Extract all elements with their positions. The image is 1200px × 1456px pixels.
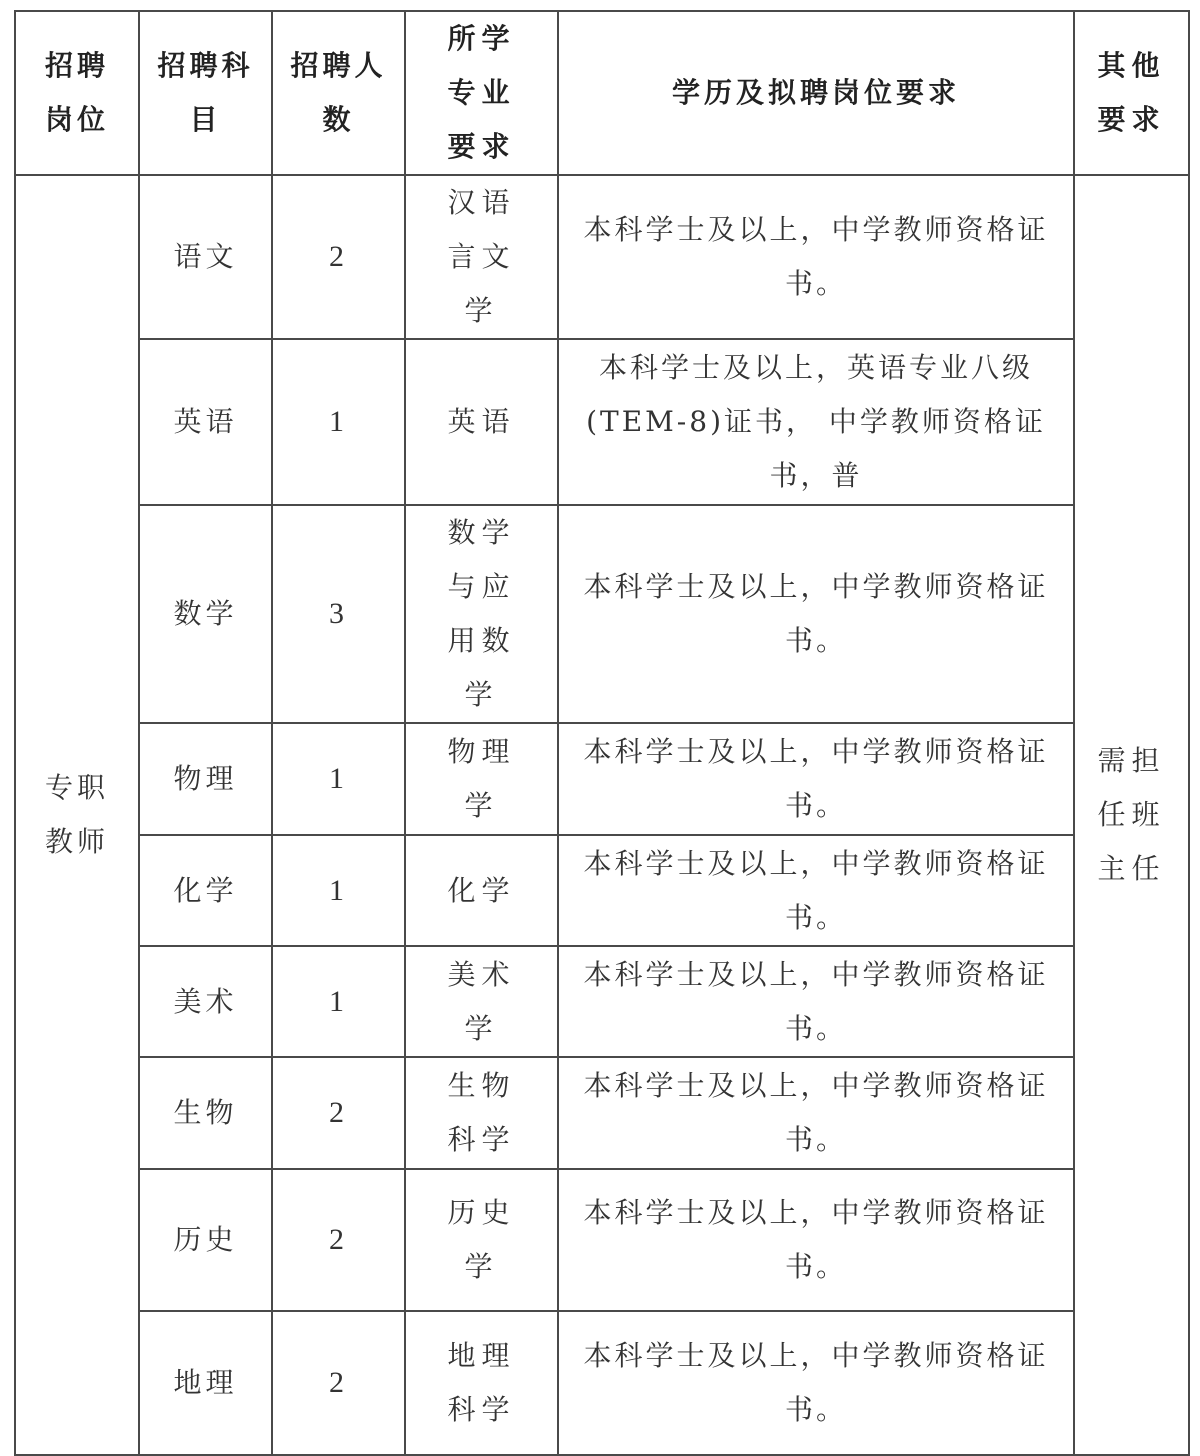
table-row (15, 723, 1189, 835)
count-cell: 1 (272, 946, 405, 1057)
table-row (15, 835, 1189, 946)
requirement-cell: 本科学士及以上，中学教师资格证书。 (558, 505, 1074, 723)
subject-cell: 地理 (139, 1311, 272, 1455)
count-cell: 1 (272, 723, 405, 835)
subject-cell: 化学 (139, 835, 272, 946)
table-row (15, 1169, 1189, 1311)
subject-cell: 数学 (139, 505, 272, 723)
header-post: 招聘岗位 (15, 11, 139, 175)
other-cell: 需担任班主任 (1074, 175, 1189, 1455)
major-cell: 美术学 (405, 946, 558, 1057)
major-cell: 英语 (405, 339, 558, 505)
requirement-cell: 本科学士及以上，英语专业八级(TEM-8)证书， 中学教师资格证书，普 (558, 339, 1074, 505)
count-cell: 2 (272, 175, 405, 339)
count-cell: 2 (272, 1169, 405, 1311)
table-row (15, 339, 1189, 505)
requirement-cell: 本科学士及以上，中学教师资格证书。 (558, 175, 1074, 339)
subject-cell: 语文 (139, 175, 272, 339)
count-cell: 2 (272, 1057, 405, 1169)
subject-cell: 英语 (139, 339, 272, 505)
count-cell: 3 (272, 505, 405, 723)
table-row (15, 505, 1189, 723)
requirement-cell: 本科学士及以上，中学教师资格证书。 (558, 1169, 1074, 1311)
subject-cell: 物理 (139, 723, 272, 835)
table-row (15, 175, 1189, 339)
post-cell: 专职教师 (15, 175, 139, 1455)
subject-cell: 生物 (139, 1057, 272, 1169)
requirement-cell: 本科学士及以上，中学教师资格证书。 (558, 1057, 1074, 1169)
requirement-cell: 本科学士及以上，中学教师资格证书。 (558, 835, 1074, 946)
major-cell: 物理学 (405, 723, 558, 835)
count-cell: 2 (272, 1311, 405, 1455)
header-major: 所学专业要求 (405, 11, 558, 175)
header-count: 招聘人数 (272, 11, 405, 175)
table-row (15, 1311, 1189, 1455)
header-requirement: 学历及拟聘岗位要求 (558, 11, 1074, 175)
requirement-cell: 本科学士及以上，中学教师资格证书。 (558, 946, 1074, 1057)
subject-cell: 美术 (139, 946, 272, 1057)
count-cell: 1 (272, 835, 405, 946)
major-cell: 生物科学 (405, 1057, 558, 1169)
table-row (15, 1057, 1189, 1169)
header-row (15, 11, 1189, 175)
requirement-cell: 本科学士及以上，中学教师资格证书。 (558, 1311, 1074, 1455)
recruitment-table (14, 10, 1190, 1456)
major-cell: 历史学 (405, 1169, 558, 1311)
major-cell: 数学与应用数学 (405, 505, 558, 723)
major-cell: 化学 (405, 835, 558, 946)
count-cell: 1 (272, 339, 405, 505)
requirement-cell: 本科学士及以上，中学教师资格证书。 (558, 723, 1074, 835)
major-cell: 汉语言文学 (405, 175, 558, 339)
header-subject: 招聘科目 (139, 11, 272, 175)
major-cell: 地理科学 (405, 1311, 558, 1455)
subject-cell: 历史 (139, 1169, 272, 1311)
table-row (15, 946, 1189, 1057)
header-other: 其他要求 (1074, 11, 1189, 175)
